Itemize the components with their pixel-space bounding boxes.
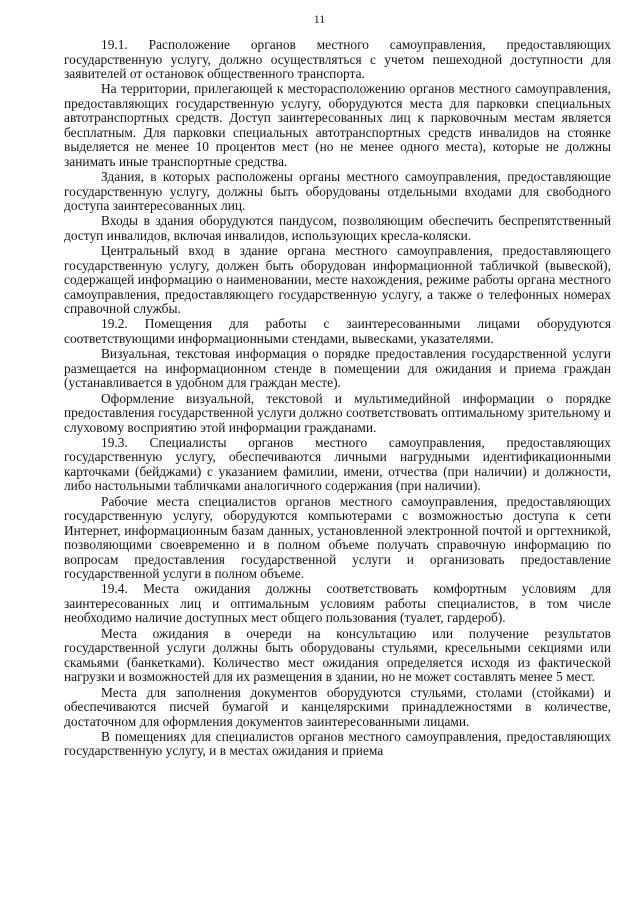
paragraph-visual-info: Визуальная, текстовая информация о порядке предоставления государственной услуги размещается на информационном стенде в помещении для ожидания и приема граждан (устанавливается в удобном для граждан месте). <box>64 346 611 391</box>
paragraph-waiting-seats: Места ожидания в очереди на консультацию или получение результатов государственной услуги должны быть оборудованы стульями, кресельными секциями или скамьями (банкетками). Количество мест ожидания определяется исходя из фактической нагрузки и возможностей для их размещения в здании, но не может составлять менее 5 мест. <box>64 625 611 685</box>
paragraph-19-3: 19.3. Специалисты органов местного самоуправления, предоставляющих государственную услугу, обеспечиваются личными нагрудными идентификационными карточками (бейджами) с указанием фамилии, имени, отчества (при наличии) и должности, либо настольными табличками аналогичного содержания (при наличии). <box>64 434 611 494</box>
paragraph-central-entrance: Центральный вход в здание органа местного самоуправления, предоставляющего государственную услугу, должен быть оборудован информационной табличкой (вывеской), содержащей информацию о наименовании, месте нахождения, режиме работы органа местного самоуправления, предоставляющего государственную услугу, а также о телефонных номерах справочной службы. <box>64 243 611 317</box>
document-body <box>64 38 611 759</box>
paragraph-specialist-rooms: В помещениях для специалистов органов местного самоуправления, предоставляющих государственную услугу, и в местах ожидания и приема <box>64 728 611 759</box>
page-number: 11 <box>313 12 326 26</box>
paragraph-19-2: 19.2. Помещения для работы с заинтересованными лицами оборудуются соответствующими информационными стендами, вывесками, указателями. <box>64 316 611 346</box>
paragraph-workplaces: Рабочие места специалистов органов местного самоуправления, предоставляющих государственную услугу, оборудуются компьютерами с возможностью доступа к сети Интернет, информационным базам данных, установленной электронной почтой и оргтехникой, позволяющими своевременно и в полном объеме получать справочную информацию по вопросам предоставления государственной услуги и организовать предоставление государственной услуги в полном объеме. <box>64 493 611 582</box>
paragraph-19-4: 19.4. Места ожидания должны соответствовать комфортным условиям для заинтересованных лиц и оптимальным условиям работы специалистов, в том числе необходимо наличие доступных мест общего пользования (туалет, гардероб). <box>64 581 611 626</box>
paragraph-buildings: Здания, в которых расположены органы местного самоуправления, предоставляющие государственную услугу, должны быть оборудованы отдельными входами для свободного доступа заинтересованных лиц. <box>64 169 611 214</box>
paragraph-19-1: 19.1. Расположение органов местного самоуправления, предоставляющих государственную услугу, должно осуществляться с учетом пешеходной доступности для заявителей от остановок общественного транспорта. <box>64 37 611 81</box>
paragraph-entrances: Входы в здания оборудуются пандусом, позволяющим обеспечить беспрепятственный доступ инвалидов, включая инвалидов, использующих кресла-коляски. <box>64 213 611 243</box>
paragraph-parking: На территории, прилегающей к месторасположению органов местного самоуправления, предоставляющих государственную услугу, оборудуются места для парковки специальных автотранспортных средств. Доступ заинтересованных лиц к парковочным местам является бесплатным. Для парковки специальных автотранспортных средств инвалидов на стоянке выделяется не менее 10 процентов мест (но не менее одного места), которые не должны занимать иные транспортные средства. <box>64 81 611 169</box>
paragraph-multimedia-info: Оформление визуальной, текстовой и мультимедийной информации о порядке предоставления государственной услуги должно соответствовать оптимальному зрительному и слуховому восприятию этой информации гражданами. <box>64 390 611 435</box>
paragraph-document-filling: Места для заполнения документов оборудуются стульями, столами (стойками) и обеспечиваются писчей бумагой и канцелярскими принадлежностями в количестве, достаточном для оформления документов заинтересованными лицами. <box>64 684 611 729</box>
